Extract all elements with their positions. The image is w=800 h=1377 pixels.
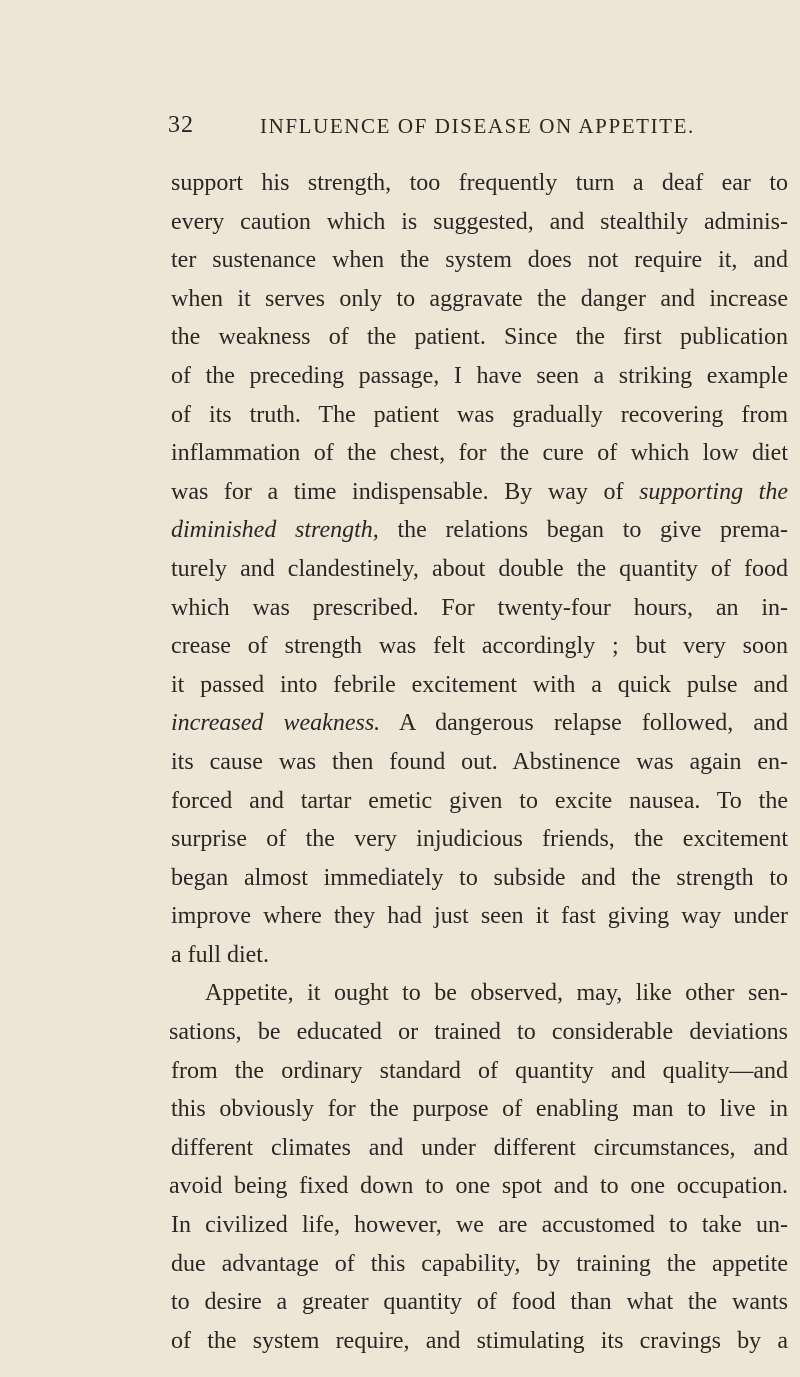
text-line-18: surprise of the very injudicious friends, the excitement [171,826,788,853]
text-line-9-italic: supporting the [639,478,788,505]
text-line-21: a full diet. [171,941,269,968]
page-number: 32 [168,112,194,138]
text-line-3: ter sustenance when the system does not require it, and [171,247,788,274]
text-line-17: forced and tartar emetic given to excite nausea. To the [171,787,788,814]
text-line-19: began almost immediately to subside and the strength to [171,864,788,891]
text-line-20: improve where they had just seen it fast giving way under [171,903,788,930]
text-line-1: support his strength, too frequently turn a deaf ear to [171,170,788,196]
text-line-23: sations, be educated or trained to considerable deviations [169,1019,788,1046]
text-line-28: In civilized life, however, we are accustomed to take un- [171,1212,788,1239]
text-line-24: from the ordinary standard of quantity and quality—and [171,1057,788,1084]
text-line-26: different climates and under different circumstances, and [171,1134,788,1161]
text-line-8: inflammation of the chest, for the cure of which low diet [171,440,788,467]
text-line-22: Appetite, it ought to be observed, may, like other sen- [205,980,788,1007]
text-line-11: turely and clandestinely, about double the quantity of food [171,555,788,582]
text-line-5: the weakness of the patient. Since the first publication [171,324,788,351]
text-line-14: it passed into febrile excitement with a quick pulse and [171,671,788,698]
text-line-10 [171,511,788,550]
text-line-12: which was prescribed. For twenty-four hours, an in- [171,594,788,621]
text-line-7: of its truth. The patient was gradually recovering from [171,401,788,428]
text-line-15-italic: increased weakness. [171,710,381,737]
running-title: INFLUENCE OF DISEASE ON APPETITE. [260,114,695,138]
text-line-25: this obviously for the purpose of enabling man to live in [171,1096,788,1123]
text-line-9 [171,473,788,512]
text-line-10-roman: the relations began to give prema- [397,517,789,544]
text-line-2: every caution which is suggested, and stealthily adminis- [171,208,788,235]
body-text [171,164,788,1360]
text-line-13: crease of strength was felt accordingly ; but very soon [171,633,788,660]
text-line-31: of the system require, and stimulating its cravings by a [171,1327,788,1354]
text-line-27: avoid being fixed down to one spot and to one occupation. [169,1173,788,1200]
text-line-29: due advantage of this capability, by training the appetite [171,1250,788,1277]
text-line-4: when it serves only to aggravate the danger and increase [171,285,788,312]
text-line-16: its cause was then found out. Abstinence was again en- [171,748,788,775]
page-header [168,112,788,142]
text-line-30: to desire a greater quantity of food than what the wants [171,1289,788,1316]
text-line-10-italic: diminished strength, [171,517,379,544]
text-line-9-roman: was for a time indispensable. By way of [171,478,624,505]
text-line-15 [171,704,788,743]
text-line-15-roman: A dangerous relapse followed, and [398,710,788,737]
text-line-6: of the preceding passage, I have seen a striking example [171,362,788,389]
